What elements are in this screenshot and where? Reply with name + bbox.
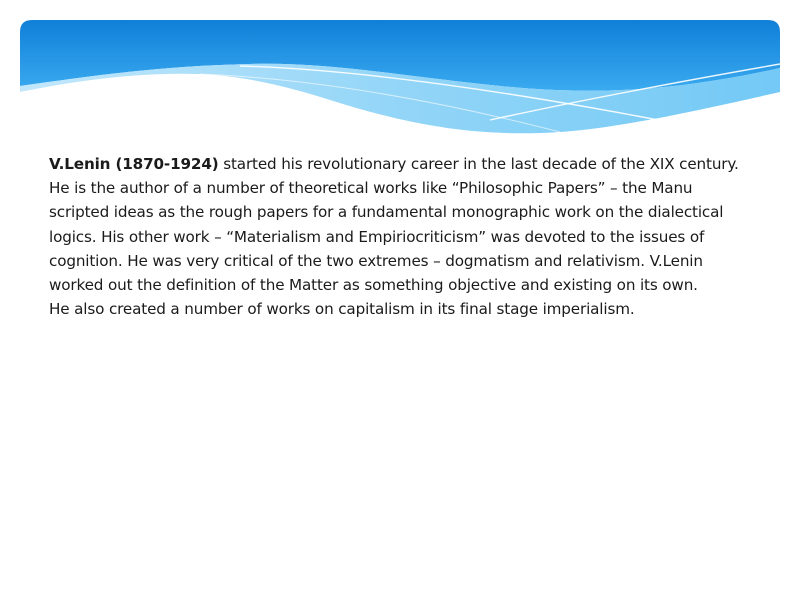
- slide-body-text: [49, 152, 749, 321]
- paragraph-text: started his revolutionary career in the last decade of the XIX century. He is the author of a number of theoretical works like “Philosophic Papers” – the Manu scripted ideas as the rough papers for a fundamental monographic work on the dialectical logics. His other work – “Materialism and Empiriocriticism” was devoted to the issues of cognition. He was very critical of the two extremes – dogmatism and relativism. V.Lenin worked out the definition of the Matter as something objective and existing on its own.: [49, 155, 739, 295]
- header-wave-banner: [0, 0, 800, 150]
- paragraph-capitalism: He also created a number of works on capitalism in its final stage imperialism.: [49, 300, 635, 319]
- paragraph-lenin: [49, 152, 749, 297]
- paragraph-lead: V.Lenin (1870-1924): [49, 155, 219, 173]
